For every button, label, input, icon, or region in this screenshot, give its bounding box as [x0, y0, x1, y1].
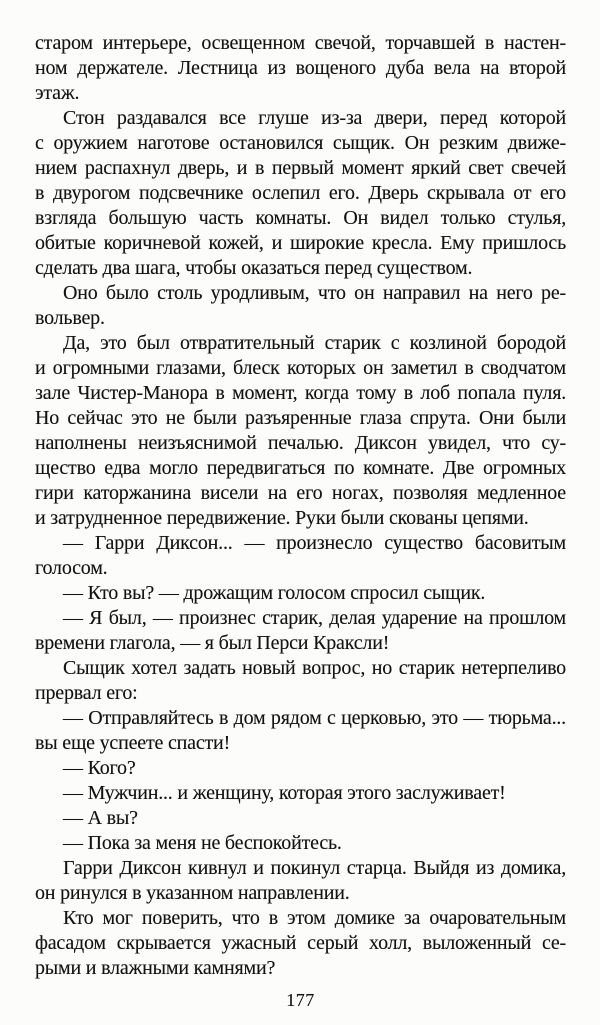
text-line: — Я был, — произнес старик, делая ударение на прошлом [63, 607, 566, 629]
text-line: — Мужчин... и женщину, которая этого заслуживает! [63, 782, 506, 804]
text-line: ном держателе. Лестница из вощеного дуба вела на второй [35, 57, 566, 79]
text-line: зале Чистер-Манора в момент, когда тому в лоб попала пуля. [35, 382, 566, 404]
text-line: старом интерьере, освещенном свечой, торчавшей в настен- [35, 32, 566, 54]
text-line: и огромными глазами, блеск которых он заметил в сводчатом [35, 357, 566, 379]
text-line: щество едва могло передвигаться по комнате. Две огромных [35, 457, 566, 479]
text-line: Кто мог поверить, что в этом домике за очаровательным [63, 907, 566, 929]
paragraph [35, 856, 566, 906]
paragraph [35, 331, 566, 531]
text-line: Стон раздавался все глуше из-за двери, перед которой [63, 107, 566, 129]
text-line: этаж. [35, 82, 80, 104]
text-line: обитые коричневой кожей, и широкие кресла. Ему пришлось [35, 232, 566, 254]
text-line: Сыщик хотел задать новый вопрос, но старик нетерпеливо [63, 657, 566, 679]
paragraph [35, 806, 566, 831]
paragraph [35, 906, 566, 981]
text-line: вольвер. [35, 307, 105, 329]
paragraph [35, 781, 566, 806]
paragraph [35, 281, 566, 331]
text-line: сделать два шага, чтобы оказаться перед существом. [35, 257, 473, 279]
text-line: нием распахнул дверь, и в первый момент яркий свет свечей [35, 157, 566, 179]
text-line: он ринулся в указанном направлении. [35, 882, 350, 904]
text-line: наполнены неизъяснимой печалью. Диксон увидел, что су- [35, 432, 566, 454]
text-line: и затрудненное передвижение. Руки были скованы цепями. [35, 507, 529, 529]
text-line: взгляда большую часть комнаты. Он видел только стулья, [35, 207, 566, 229]
text-line: фасадом скрывается ужасный серый холл, выложенный се- [35, 932, 566, 954]
text-line: с оружием наготове остановился сыщик. Он резким движе- [35, 132, 566, 154]
text-line: Гарри Диксон кивнул и покинул старца. Выйдя из домика, [63, 857, 566, 879]
page-number: 177 [286, 990, 315, 1010]
text-line: — Отправляйтесь в дом рядом с церковью, это — тюрьма... [63, 707, 566, 729]
text-line: голосом. [35, 557, 108, 579]
text-line: вы еще успеете спасти! [35, 732, 231, 754]
text-line: — Кто вы? — дрожащим голосом спросил сыщик. [63, 582, 486, 604]
paragraph [35, 31, 566, 106]
paragraph [35, 756, 566, 781]
text-line: — Гарри Диксон... — произнесло существо басовитым [63, 532, 566, 554]
text-line: гири каторжанина висели на его ногах, позволяя медленное [35, 482, 566, 504]
text-line: Но сейчас это не были разъяренные глаза спрута. Они были [35, 407, 566, 429]
paragraph [35, 706, 566, 756]
text-line: — Кого? [63, 757, 136, 779]
text-line: рыми и влажными камнями? [35, 957, 276, 979]
text-line: — А вы? [63, 807, 138, 829]
text-line: — Пока за меня не беспокойтесь. [63, 832, 342, 854]
text-line: Да, это был отвратительный старик с козлиной бородой [63, 332, 566, 354]
text-block [35, 31, 566, 981]
paragraph [35, 581, 566, 606]
paragraph [35, 831, 566, 856]
paragraph [35, 531, 566, 581]
paragraph [35, 656, 566, 706]
text-line: прервал его: [35, 682, 138, 704]
text-line: Оно было столь уродливым, что он направил на него ре- [63, 282, 566, 304]
text-line: в двурогом подсвечнике ослепил его. Дверь скрывала от его [35, 182, 566, 204]
text-line: времени глагола, — я был Перси Краксли! [35, 632, 390, 654]
paragraph [35, 106, 566, 281]
paragraph [35, 606, 566, 656]
